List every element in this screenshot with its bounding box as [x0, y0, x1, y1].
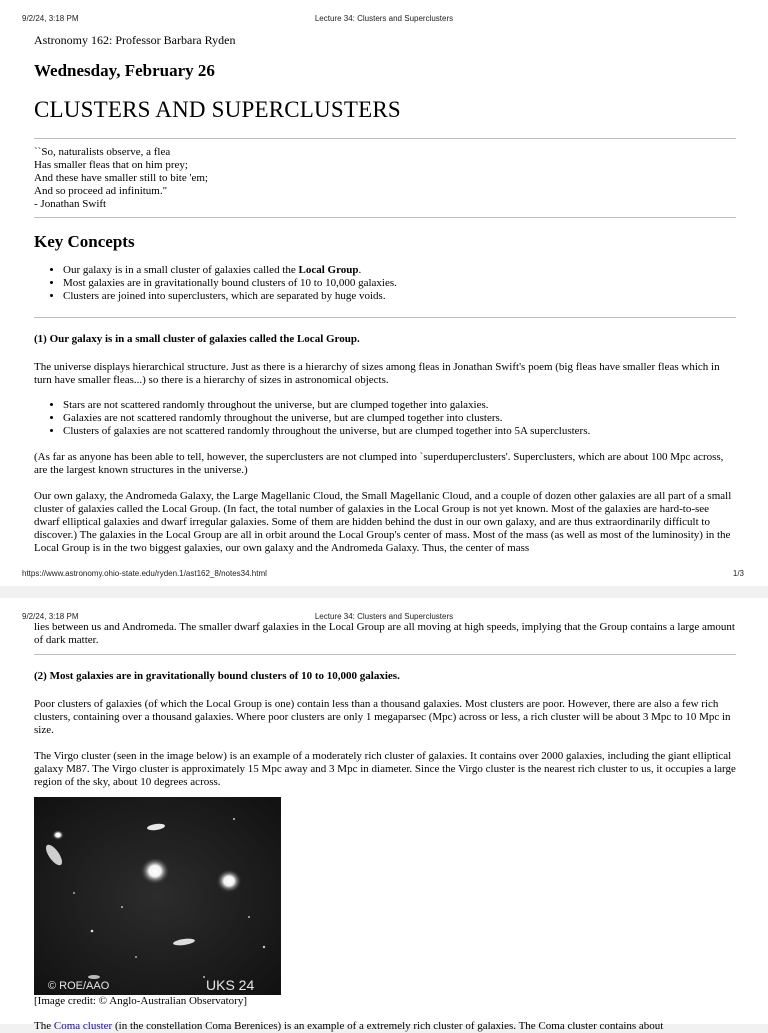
poem-attribution: - Jonathan Swift — [34, 198, 107, 210]
print-title: Lecture 34: Clusters and Superclusters — [314, 14, 454, 23]
paragraph: The Coma cluster (in the constellation Coma Berenices) is an example of a extremely rich cluster of galaxies. The Coma cluster contains about — [34, 1020, 664, 1032]
key-concept-item: • Most galaxies are in gravitationally bound clusters of 10 to 10,000 galaxies. — [63, 277, 736, 290]
section-2-heading: (2) Most galaxies are in gravitationally bound clusters of 10 to 10,000 galaxies. — [34, 670, 400, 682]
list-item: • Stars are not scattered randomly throughout the universe, but are clumped together into galaxies. — [63, 399, 736, 412]
divider — [34, 317, 736, 318]
paragraph: lies between us and Andromeda. The smaller dwarf galaxies in the Local Group are all moving at high speeds, implying that the Group contains a large amount of dark matter. — [34, 621, 735, 646]
coma-cluster-link[interactable]: Coma cluster — [53, 1020, 113, 1032]
lecture-date: Wednesday, February 26 — [34, 61, 215, 80]
course-line: Astronomy 162: Professor Barbara Ryden — [34, 33, 236, 47]
paragraph: Our own galaxy, the Andromeda Galaxy, the Large Magellanic Cloud, the Small Magellanic Cloud, and a couple of dozen other galaxies are all part of a small cluster of galaxies called the Local Group. (In fact, the total number of galaxies in the Local Group is not yet known. Most of the galaxies are hard-to-see dwarf elliptical galaxies and dwarf irregular galaxies. Some of them are hidden behind the dust in our own galaxy, and are thus extraordinarily difficult to discover.) The galaxies in the Local Group are all in orbit around the Local Group's center of mass. Most of the mass (as well as most of the luminosity) in the Local Group is in the two biggest galaxies, our own galaxy and the Andromeda Galaxy. Thus, the center of mass — [34, 490, 732, 554]
epigraph-poem — [34, 146, 736, 211]
print-datetime: 9/2/24, 3:18 PM — [22, 612, 79, 621]
virgo-cluster-image — [34, 797, 281, 995]
paragraph: The Virgo cluster (seen in the image below) is an example of a moderately rich cluster of galaxies. It contains over 2000 galaxies, including the giant elliptical galaxy M87. The Virgo cluster is approximately 15 Mpc away and 3 Mpc in diameter. Since the Virgo cluster is the nearest rich cluster to us, it occupies a large region of the sky, about 10 degrees across. — [34, 750, 736, 788]
key-concepts-heading: Key Concepts — [34, 232, 135, 251]
divider — [34, 138, 736, 139]
print-datetime: 9/2/24, 3:18 PM — [22, 14, 79, 23]
key-concept-item: • Our galaxy is in a small cluster of galaxies called the Local Group. — [63, 264, 736, 277]
image-copyright: © ROE/AAO — [48, 980, 110, 992]
divider — [34, 654, 736, 655]
page-number: 1/3 — [732, 569, 744, 578]
page-2-content — [34, 621, 736, 1033]
page-title: CLUSTERS AND SUPERCLUSTERS — [34, 97, 401, 122]
paragraph: Poor clusters of galaxies (of which the Local Group is one) contain less than a thousand galaxies. Most clusters are poor. However, there are also a few rich clusters, containing over a thousand galaxies. Where poor clusters are only 1 megaparsec (Mpc) across or less, a rich cluster will be about 3 Mpc to 10 Mpc in size. — [34, 698, 731, 736]
list-item: • Galaxies are not scattered randomly throughout the universe, but are clumped together into clusters. — [63, 412, 736, 425]
poem-line: Has smaller fleas that on him prey; — [34, 159, 188, 171]
paragraph: The universe displays hierarchical structure. Just as there is a hierarchy of sizes among fleas in Jonathan Swift's poem (big fleas have smaller fleas which in turn have smaller fleas...) so there is a hierarchy of sizes in astronomical objects. — [34, 361, 720, 386]
footer-url: https://www.astronomy.ohio-state.edu/ryden.1/ast162_8/notes34.html — [22, 569, 267, 578]
poem-line: And so proceed ad infinitum." — [34, 185, 168, 197]
poem-line: ``So, naturalists observe, a flea — [34, 146, 171, 158]
page-1-content — [34, 33, 736, 555]
image-credit: [Image credit: © Anglo-Australian Observatory] — [34, 995, 248, 1007]
print-title: Lecture 34: Clusters and Superclusters — [314, 612, 454, 621]
hierarchy-list — [34, 399, 736, 438]
poem-line: And these have smaller still to bite 'em; — [34, 172, 208, 184]
list-item: • Clusters of galaxies are not scattered randomly throughout the universe, but are clumped together into 5A superclusters. — [63, 425, 736, 438]
key-concepts-list — [34, 264, 736, 303]
key-concept-item: • Clusters are joined into superclusters, which are separated by huge voids. — [63, 290, 736, 303]
image-plate-id: UKS 24 — [206, 977, 255, 993]
local-group-term: Local Group — [298, 264, 359, 276]
section-1-heading: (1) Our galaxy is in a small cluster of galaxies called the Local Group. — [34, 333, 360, 345]
divider — [34, 217, 736, 218]
paragraph: (As far as anyone has been able to tell, however, the superclusters are not clumped into `superduperclusters'. Superclusters, which are about 100 Mpc across, are the largest known structures in the universe.) — [34, 451, 724, 476]
